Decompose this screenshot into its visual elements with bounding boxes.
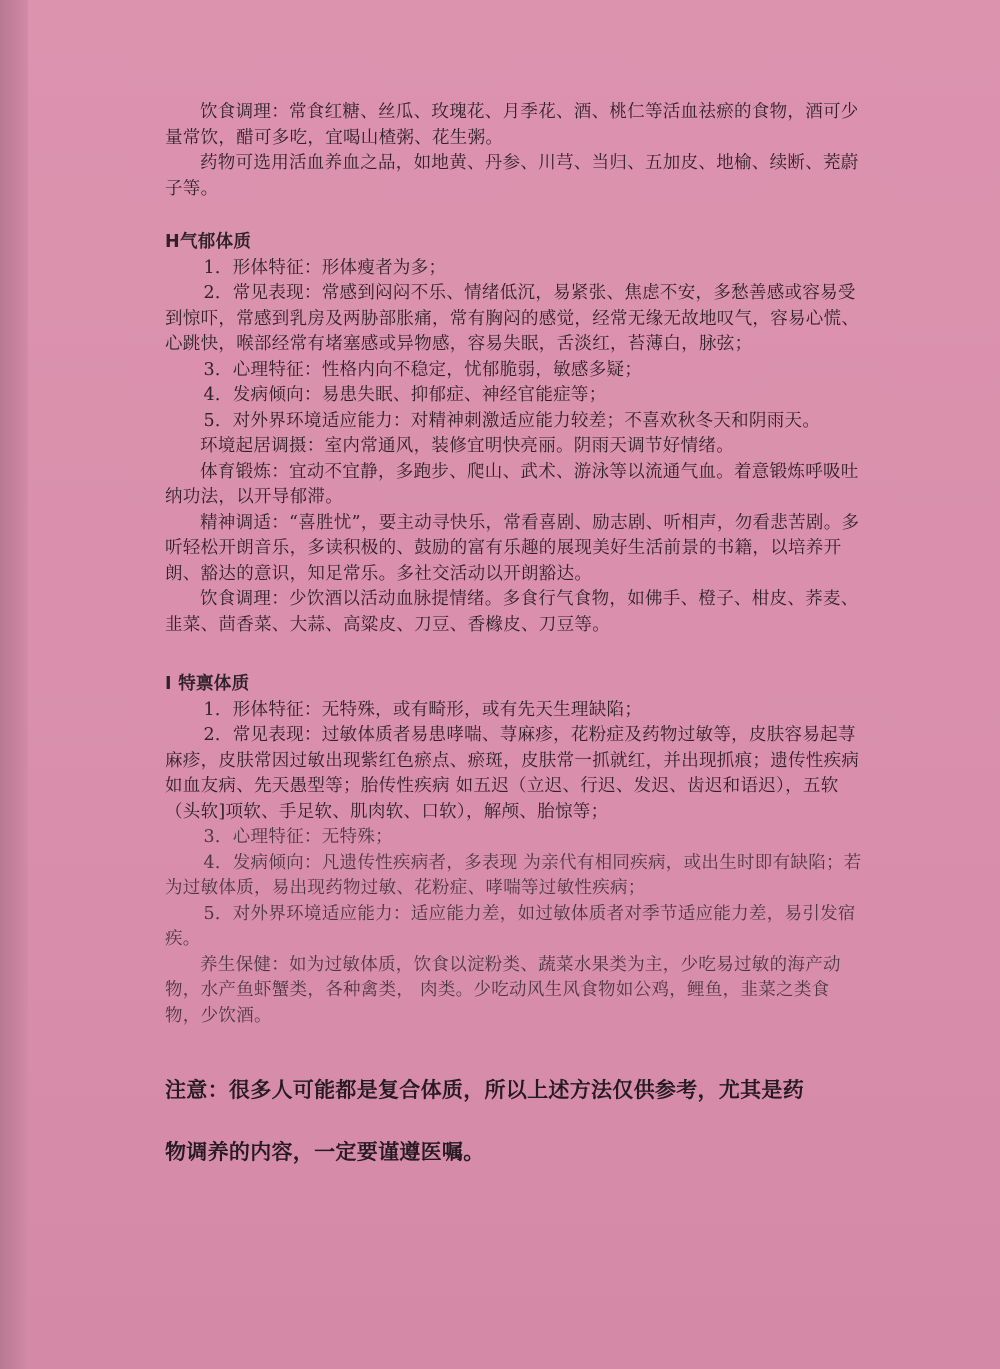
section-i-item-5: 5．对外界环境适应能力：适应能力差，如过敏体质者对季节适应能力差，易引发宿疾。 xyxy=(165,903,856,949)
section-h-item-1: 1．形体特征：形体瘦者为多； xyxy=(203,257,447,278)
section-h-exercise: 体育锻炼：宜动不宜静，多跑步、爬山、武术、游泳等以流通气血。着意锻炼呼吸吐纳功法，以开导郁滞。 xyxy=(165,461,859,507)
section-h-environment: 环境起居调摄：室内常通风，装修宜明快亮丽。阴雨天调节好情绪。 xyxy=(200,436,734,456)
section-i-care: 养生保健：如为过敏体质，饮食以淀粉类、蔬菜水果类为主，少吃易过敏的海产动物，水产鱼虾蟹类，各种禽类， 肉类。少吃动风生风食物如公鸡，鲤鱼，韭菜之类食物，少饮酒。 xyxy=(165,954,841,1026)
section-i-item-2: 2．常见表现：过敏体质者易患哮喘、荨麻疹，花粉症及药物过敏等，皮肤容易起荨麻疹，皮肤常因过敏出现紫红色瘀点、瘀斑，皮肤常一抓就红，并出现抓痕；遗传性疾病如血友病、先天愚型等；胎传性疾病 如五迟（立迟、行迟、发迟、齿迟和语迟），五软（头软]项软、手足软、肌肉软、口软），解颅、胎惊等； xyxy=(165,725,860,822)
spacer xyxy=(165,202,865,230)
section-i-item-3: 3．心理特征：无特殊； xyxy=(203,827,393,847)
spacer xyxy=(165,1029,865,1059)
document-body xyxy=(165,100,865,1183)
section-h-item-2: 2．常见表现：常感到闷闷不乐、情绪低沉，易紧张、焦虑不安，多愁善感或容易受到惊吓，常感到乳房及两胁部胀痛，常有胸闷的感觉，经常无缘无故地叹气，容易心慌、心跳快，喉部经常有堵塞感或异物感，容易失眠，舌淡红，苔薄白，脉弦； xyxy=(165,283,860,354)
section-h-item-3: 3．心理特征：性格内向不稳定，忧郁脆弱，敏感多疑； xyxy=(203,359,643,380)
section-h-item-5: 5．对外界环境适应能力：对精神刺激适应能力较差；不喜欢秋冬天和阴雨天。 xyxy=(203,410,821,431)
section-g-diet: 饮食调理：常食红糖、丝瓜、玫瑰花、月季花、酒、桃仁等活血祛瘀的食物，酒可少量常饮，醋可多吃，宜喝山楂粥、花生粥。 xyxy=(165,102,859,148)
section-h-title: H气郁体质 xyxy=(165,232,252,252)
section-g-medicine: 药物可选用活血养血之品，如地黄、丹参、川芎、当归、五加皮、地榆、续断、茺蔚子等。 xyxy=(165,153,859,199)
section-h-item-4: 4．发病倾向：易患失眠、抑郁症、神经官能症等； xyxy=(203,385,607,405)
page-edge-shadow xyxy=(0,0,28,1369)
section-h-diet: 饮食调理：少饮酒以活动血脉提情绪。多食行气食物，如佛手、橙子、柑皮、荞麦、韭菜、茴香菜、大蒜、高粱皮、刀豆、香橼皮、刀豆等。 xyxy=(165,589,859,635)
section-i-title: I 特禀体质 xyxy=(165,674,250,694)
spacer xyxy=(165,638,865,672)
section-i-item-1: 1．形体特征：无特殊，或有畸形，或有先天生理缺陷； xyxy=(203,699,643,720)
section-h-mental: 精神调适：“喜胜忧”，要主动寻快乐，常看喜剧、励志剧、听相声，勿看悲苦剧。多听轻松开朗音乐，多读积极的、鼓励的富有乐趣的展现美好生活前景的书籍，以培养开朗、豁达的意识，知足常乐。多社交活动以开朗豁达。 xyxy=(165,512,860,584)
note-line-2: 物调养的内容，一定要谨遵医嘱。 xyxy=(165,1140,485,1164)
note-line-1: 注意：很多人可能都是复合体质，所以上述方法仅供参考，尤其是药 xyxy=(165,1078,804,1102)
section-i-item-4: 4．发病倾向：凡遗传性疾病者，多表现 为亲代有相同疾病，或出生时即有缺陷；若为过敏体质，易出现药物过敏、花粉症、哮喘等过敏性疾病； xyxy=(165,852,862,898)
